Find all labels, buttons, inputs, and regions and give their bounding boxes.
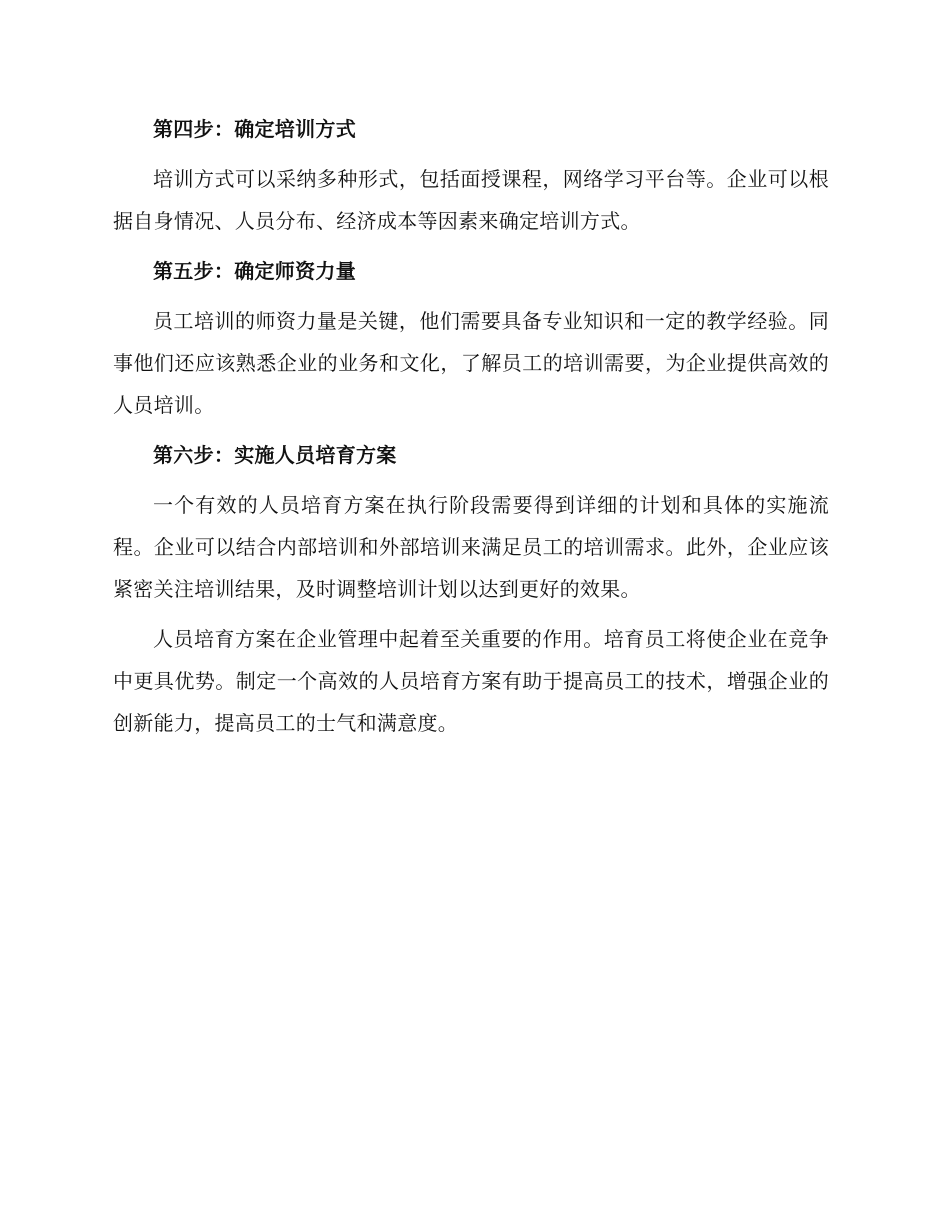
section-heading-step-6: 第六步：实施人员培育方案 xyxy=(153,443,397,467)
section-heading-step-5: 第五步：确定师资力量 xyxy=(153,259,356,283)
section-paragraph: 培训方式可以采纳多种形式，包括面授课程，网络学习平台等。企业可以根据自身情况、人员分布、经济成本等因素来确定培训方式。 xyxy=(113,167,829,233)
section-heading-step-4: 第四步：确定培训方式 xyxy=(153,117,356,141)
document-body xyxy=(113,108,829,752)
section-paragraph: 一个有效的人员培育方案在执行阶段需要得到详细的计划和具体的实施流程。企业可以结合内部培训和外部培训来满足员工的培训需求。此外，企业应该紧密关注培训结果，及时调整培训计划以达到更好的效果。 xyxy=(113,493,829,601)
conclusion-paragraph: 人员培育方案在企业管理中起着至关重要的作用。培育员工将使企业在竞争中更具优势。制定一个高效的人员培育方案有助于提高员工的技术，增强企业的创新能力，提高员工的士气和满意度。 xyxy=(113,627,829,735)
section-paragraph: 员工培训的师资力量是关键，他们需要具备专业知识和一定的教学经验。同事他们还应该熟悉企业的业务和文化，了解员工的培训需要，为企业提供高效的人员培训。 xyxy=(113,309,829,417)
